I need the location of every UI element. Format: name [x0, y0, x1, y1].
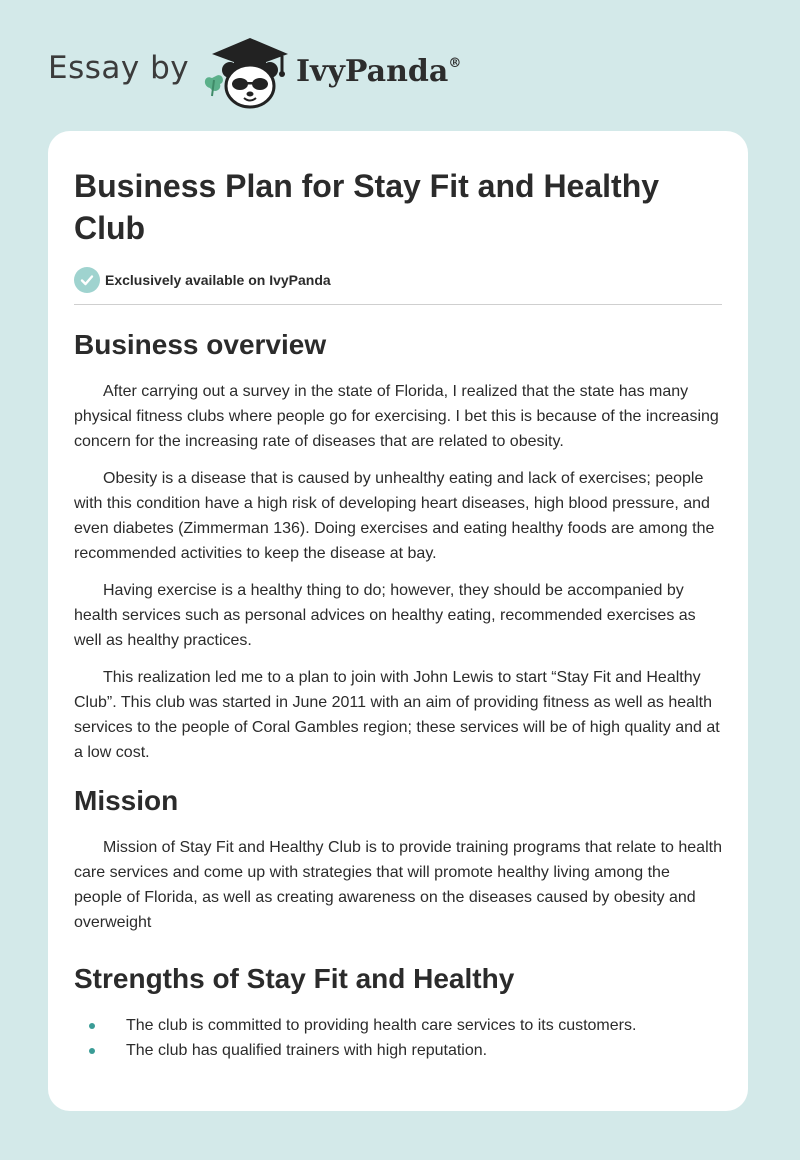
section-heading-overview: Business overview	[74, 329, 327, 360]
essay-card	[48, 131, 748, 1111]
essay-by-label: Essay by	[48, 50, 190, 86]
exclusive-text: Exclusively available on IvyPanda	[105, 272, 331, 288]
paragraph: Mission of Stay Fit and Healthy Club is to provide training programs that relate to health care services and come up with strategies that will promote healthy living among the people of Florida, as well as creating awareness on the diseases caused by obesity and overweight	[74, 839, 722, 931]
exclusive-badge	[74, 267, 722, 293]
check-icon	[74, 267, 100, 293]
brand-name[interactable]	[296, 54, 461, 89]
divider	[74, 304, 722, 305]
paragraph: Obesity is a disease that is caused by unhealthy eating and lack of exercises; people with this condition have a high risk of developing heart diseases, high blood pressure, and even diabetes (Zimmerman 136). Doing exercises and eating healthy foods are among the recommended activities to keep the disease at bay.	[74, 470, 715, 562]
list-item	[74, 1013, 722, 1038]
section-heading-strengths: Strengths of Stay Fit and Healthy	[74, 963, 515, 994]
panda-logo-icon[interactable]	[200, 34, 296, 110]
registered-mark: ®	[448, 56, 462, 71]
list-item	[74, 1038, 722, 1063]
essay-title: Business Plan for Stay Fit and Healthy Club	[74, 168, 660, 246]
section-heading-mission: Mission	[74, 785, 179, 816]
paragraph: After carrying out a survey in the state of Florida, I realized that the state has many physical fitness clubs where people go for exercising. I bet this is because of the increasing concern for the increasing rate of diseases that are related to obesity.	[74, 383, 719, 450]
strengths-list	[74, 1013, 722, 1063]
site-header	[0, 0, 800, 130]
paragraph: This realization led me to a plan to join with John Lewis to start “Stay Fit and Healthy Club”. This club was started in June 2011 with an aim of providing fitness as well as health services to the people of Coral Gambles region; these services will be of high quality and at a low cost.	[74, 669, 720, 761]
list-item-text: The club has qualified trainers with high reputation.	[126, 1042, 488, 1059]
paragraph: Having exercise is a healthy thing to do; however, they should be accompanied by health services such as personal advices on healthy eating, recommended exercises as well as healthy practices.	[74, 582, 696, 649]
brand-text: IvyPanda	[296, 54, 449, 89]
bullet-icon	[89, 1023, 95, 1029]
bullet-icon	[89, 1048, 95, 1054]
list-item-text: The club is committed to providing health care services to its customers.	[126, 1017, 637, 1034]
